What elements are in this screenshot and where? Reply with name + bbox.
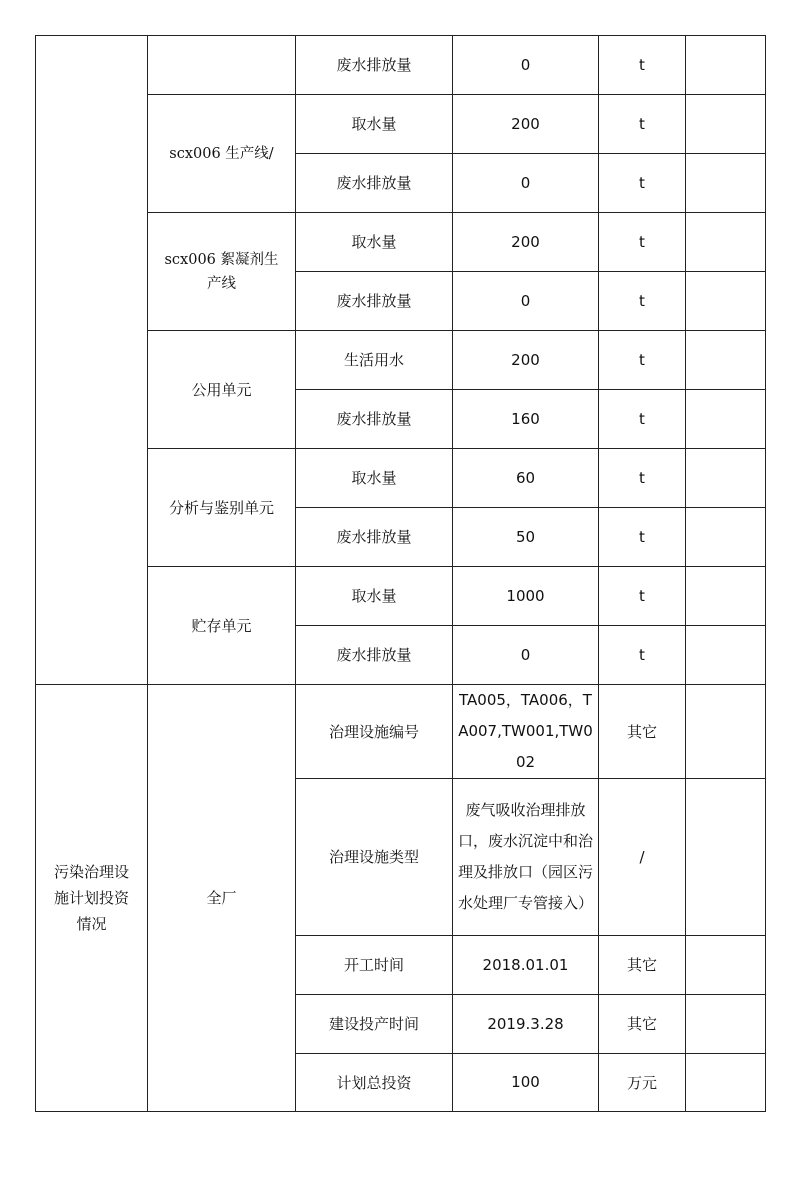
remark-cell xyxy=(686,685,766,779)
item-name: 废水排放量 xyxy=(296,154,453,213)
item-name: 取水量 xyxy=(296,95,453,154)
item-unit: t xyxy=(599,567,686,626)
item-value: 0 xyxy=(453,154,599,213)
item-value: 100 xyxy=(453,1054,599,1112)
item-value: 60 xyxy=(453,449,599,508)
remark-cell xyxy=(686,390,766,449)
table-row xyxy=(36,36,766,95)
item-name: 废水排放量 xyxy=(296,390,453,449)
item-unit: t xyxy=(599,272,686,331)
remark-cell xyxy=(686,154,766,213)
remark-cell xyxy=(686,331,766,390)
item-value: 200 xyxy=(453,95,599,154)
item-value: 200 xyxy=(453,213,599,272)
item-name: 废水排放量 xyxy=(296,272,453,331)
item-value: TA005，TA006，TA007,TW001,TW002 xyxy=(453,685,599,779)
remark-cell xyxy=(686,936,766,995)
item-value: 50 xyxy=(453,508,599,567)
remark-cell xyxy=(686,36,766,95)
remark-cell xyxy=(686,272,766,331)
remark-cell xyxy=(686,626,766,685)
item-name: 开工时间 xyxy=(296,936,453,995)
item-value: 0 xyxy=(453,626,599,685)
item-unit: t xyxy=(599,95,686,154)
item-value: 1000 xyxy=(453,567,599,626)
item-unit: t xyxy=(599,213,686,272)
unit-name: scx006 生产线/ xyxy=(148,95,296,213)
remark-cell xyxy=(686,779,766,936)
category-name: 污染治理设施计划投资情况 xyxy=(36,685,148,1112)
item-unit: 其它 xyxy=(599,995,686,1054)
item-name: 废水排放量 xyxy=(296,508,453,567)
item-unit: t xyxy=(599,154,686,213)
unit-name: 全厂 xyxy=(148,685,296,1112)
item-name: 取水量 xyxy=(296,449,453,508)
item-value: 2018.01.01 xyxy=(453,936,599,995)
remark-cell xyxy=(686,995,766,1054)
item-name: 废水排放量 xyxy=(296,36,453,95)
item-unit: 其它 xyxy=(599,936,686,995)
item-unit: t xyxy=(599,36,686,95)
item-unit: t xyxy=(599,626,686,685)
item-unit: t xyxy=(599,508,686,567)
item-value: 废气吸收治理排放口，废水沉淀中和治理及排放口（园区污水处理厂专管接入） xyxy=(453,779,599,936)
remark-cell xyxy=(686,567,766,626)
item-unit: / xyxy=(599,779,686,936)
item-value: 0 xyxy=(453,36,599,95)
item-name: 计划总投资 xyxy=(296,1054,453,1112)
remark-cell xyxy=(686,1054,766,1112)
unit-name: scx006 絮凝剂生产线 xyxy=(148,213,296,331)
table-row xyxy=(36,685,766,779)
item-name: 废水排放量 xyxy=(296,626,453,685)
remark-cell xyxy=(686,213,766,272)
unit-cell-empty xyxy=(148,36,296,95)
item-value: 160 xyxy=(453,390,599,449)
unit-name: 贮存单元 xyxy=(148,567,296,685)
item-name: 取水量 xyxy=(296,567,453,626)
item-name: 生活用水 xyxy=(296,331,453,390)
item-unit: 万元 xyxy=(599,1054,686,1112)
item-unit: t xyxy=(599,331,686,390)
item-unit: t xyxy=(599,390,686,449)
item-unit: 其它 xyxy=(599,685,686,779)
item-name: 治理设施编号 xyxy=(296,685,453,779)
unit-name: 分析与鉴别单元 xyxy=(148,449,296,567)
category-cell-empty xyxy=(36,36,148,685)
item-value: 2019.3.28 xyxy=(453,995,599,1054)
remark-cell xyxy=(686,508,766,567)
item-value: 200 xyxy=(453,331,599,390)
item-name: 取水量 xyxy=(296,213,453,272)
remark-cell xyxy=(686,95,766,154)
item-name: 治理设施类型 xyxy=(296,779,453,936)
item-name: 建设投产时间 xyxy=(296,995,453,1054)
item-unit: t xyxy=(599,449,686,508)
item-value: 0 xyxy=(453,272,599,331)
unit-name: 公用单元 xyxy=(148,331,296,449)
data-table xyxy=(35,35,766,1112)
remark-cell xyxy=(686,449,766,508)
